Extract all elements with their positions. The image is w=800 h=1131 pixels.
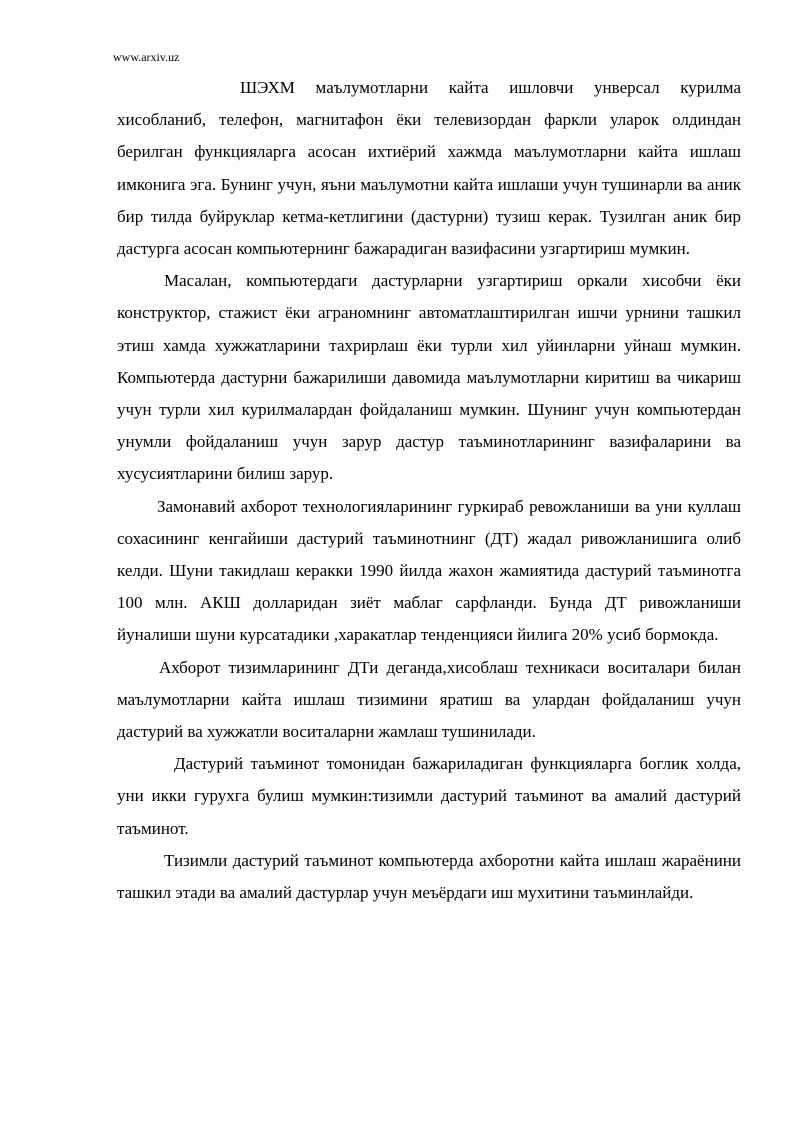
site-url: www.arxiv.uz (113, 50, 180, 64)
paragraph-system-software: Тизимли дастурий таъминот компьютерда ахборотни кайта ишлаш жараёнини ташкил этади ва амалий дастурлар учун меъёрдаги иш мухитини таъминлайди. (117, 850, 741, 903)
document-body (117, 72, 741, 909)
paragraph-classification: Дастурий таъминот томонидан бажариладиган функцияларга боглик холда, уни икки гурухга булиш мумкин:тизимли дастурий таъминот ва амалий дастурий таъминот. (117, 754, 741, 838)
paragraph-modern-tech: Замонавий ахборот технологияларининг гуркираб ревожланиши ва уни куллаш сохасининг кенгайиши дастурий таъминотнинг (ДТ) жадал ривожланишига олиб келди. Шуни такидлаш керакки 1990 йилда жахон жамиятида дастурий таъминотга 100 млн. АКШ долларидан зиёт маблаг сарфланди. Бунда ДТ ривожланиши йуналиши шуни курсатадики ,харакатлар тенденцияси йилига 20% усиб бормокда. (117, 496, 741, 645)
paragraph-definition: Ахборот тизимларининг ДТи деганда,хисоблаш техникаси воситалари билан маълумотларни кайта ишлаш тизимини яратиш ва улардан фойдаланиш учун дастурий ва хужжатли воситаларни жамлаш тушинилади. (117, 657, 741, 742)
paragraph-intro: ШЭХМ маълумотларни кайта ишловчи унверсал курилма хисобланиб, телефон, магнитафон ёки телевизордан фаркли уларок олдиндан берилган функцияларга асосан ихтиёрий хажмда маълумотларни кайта ишлаш имконига эга. Бунинг учун, яъни маълумотни кайта ишлаши учун тушинарли ва аник бир тилда буйруклар кетма-кетлигини (дастурни) тузиш керак. Тузилган аник бир дастурга асосан компьютернинг бажарадиган вазифасини узгартириш мумкин. (117, 78, 741, 259)
paragraph-example: Масалан, компьютердаги дастурларни узгартириш оркали хисобчи ёки конструктор, стажист ёки аграномнинг автоматлаштирилган ишчи урнини ташкил этиш хамда хужжатларини тахрирлаш ёки турли хил уйинларни уйнаш мумкин. Компьютерда дастурни бажарилиши давомида маълумотларни киритиш ва чикариш учун турли хил курилмалардан фойдаланиш мумкин. Шунинг учун компьютердан унумли фойдаланиш учун зарур дастур таъминотларининг вазифаларини ва хусусиятларини билиш зарур. (117, 271, 741, 484)
